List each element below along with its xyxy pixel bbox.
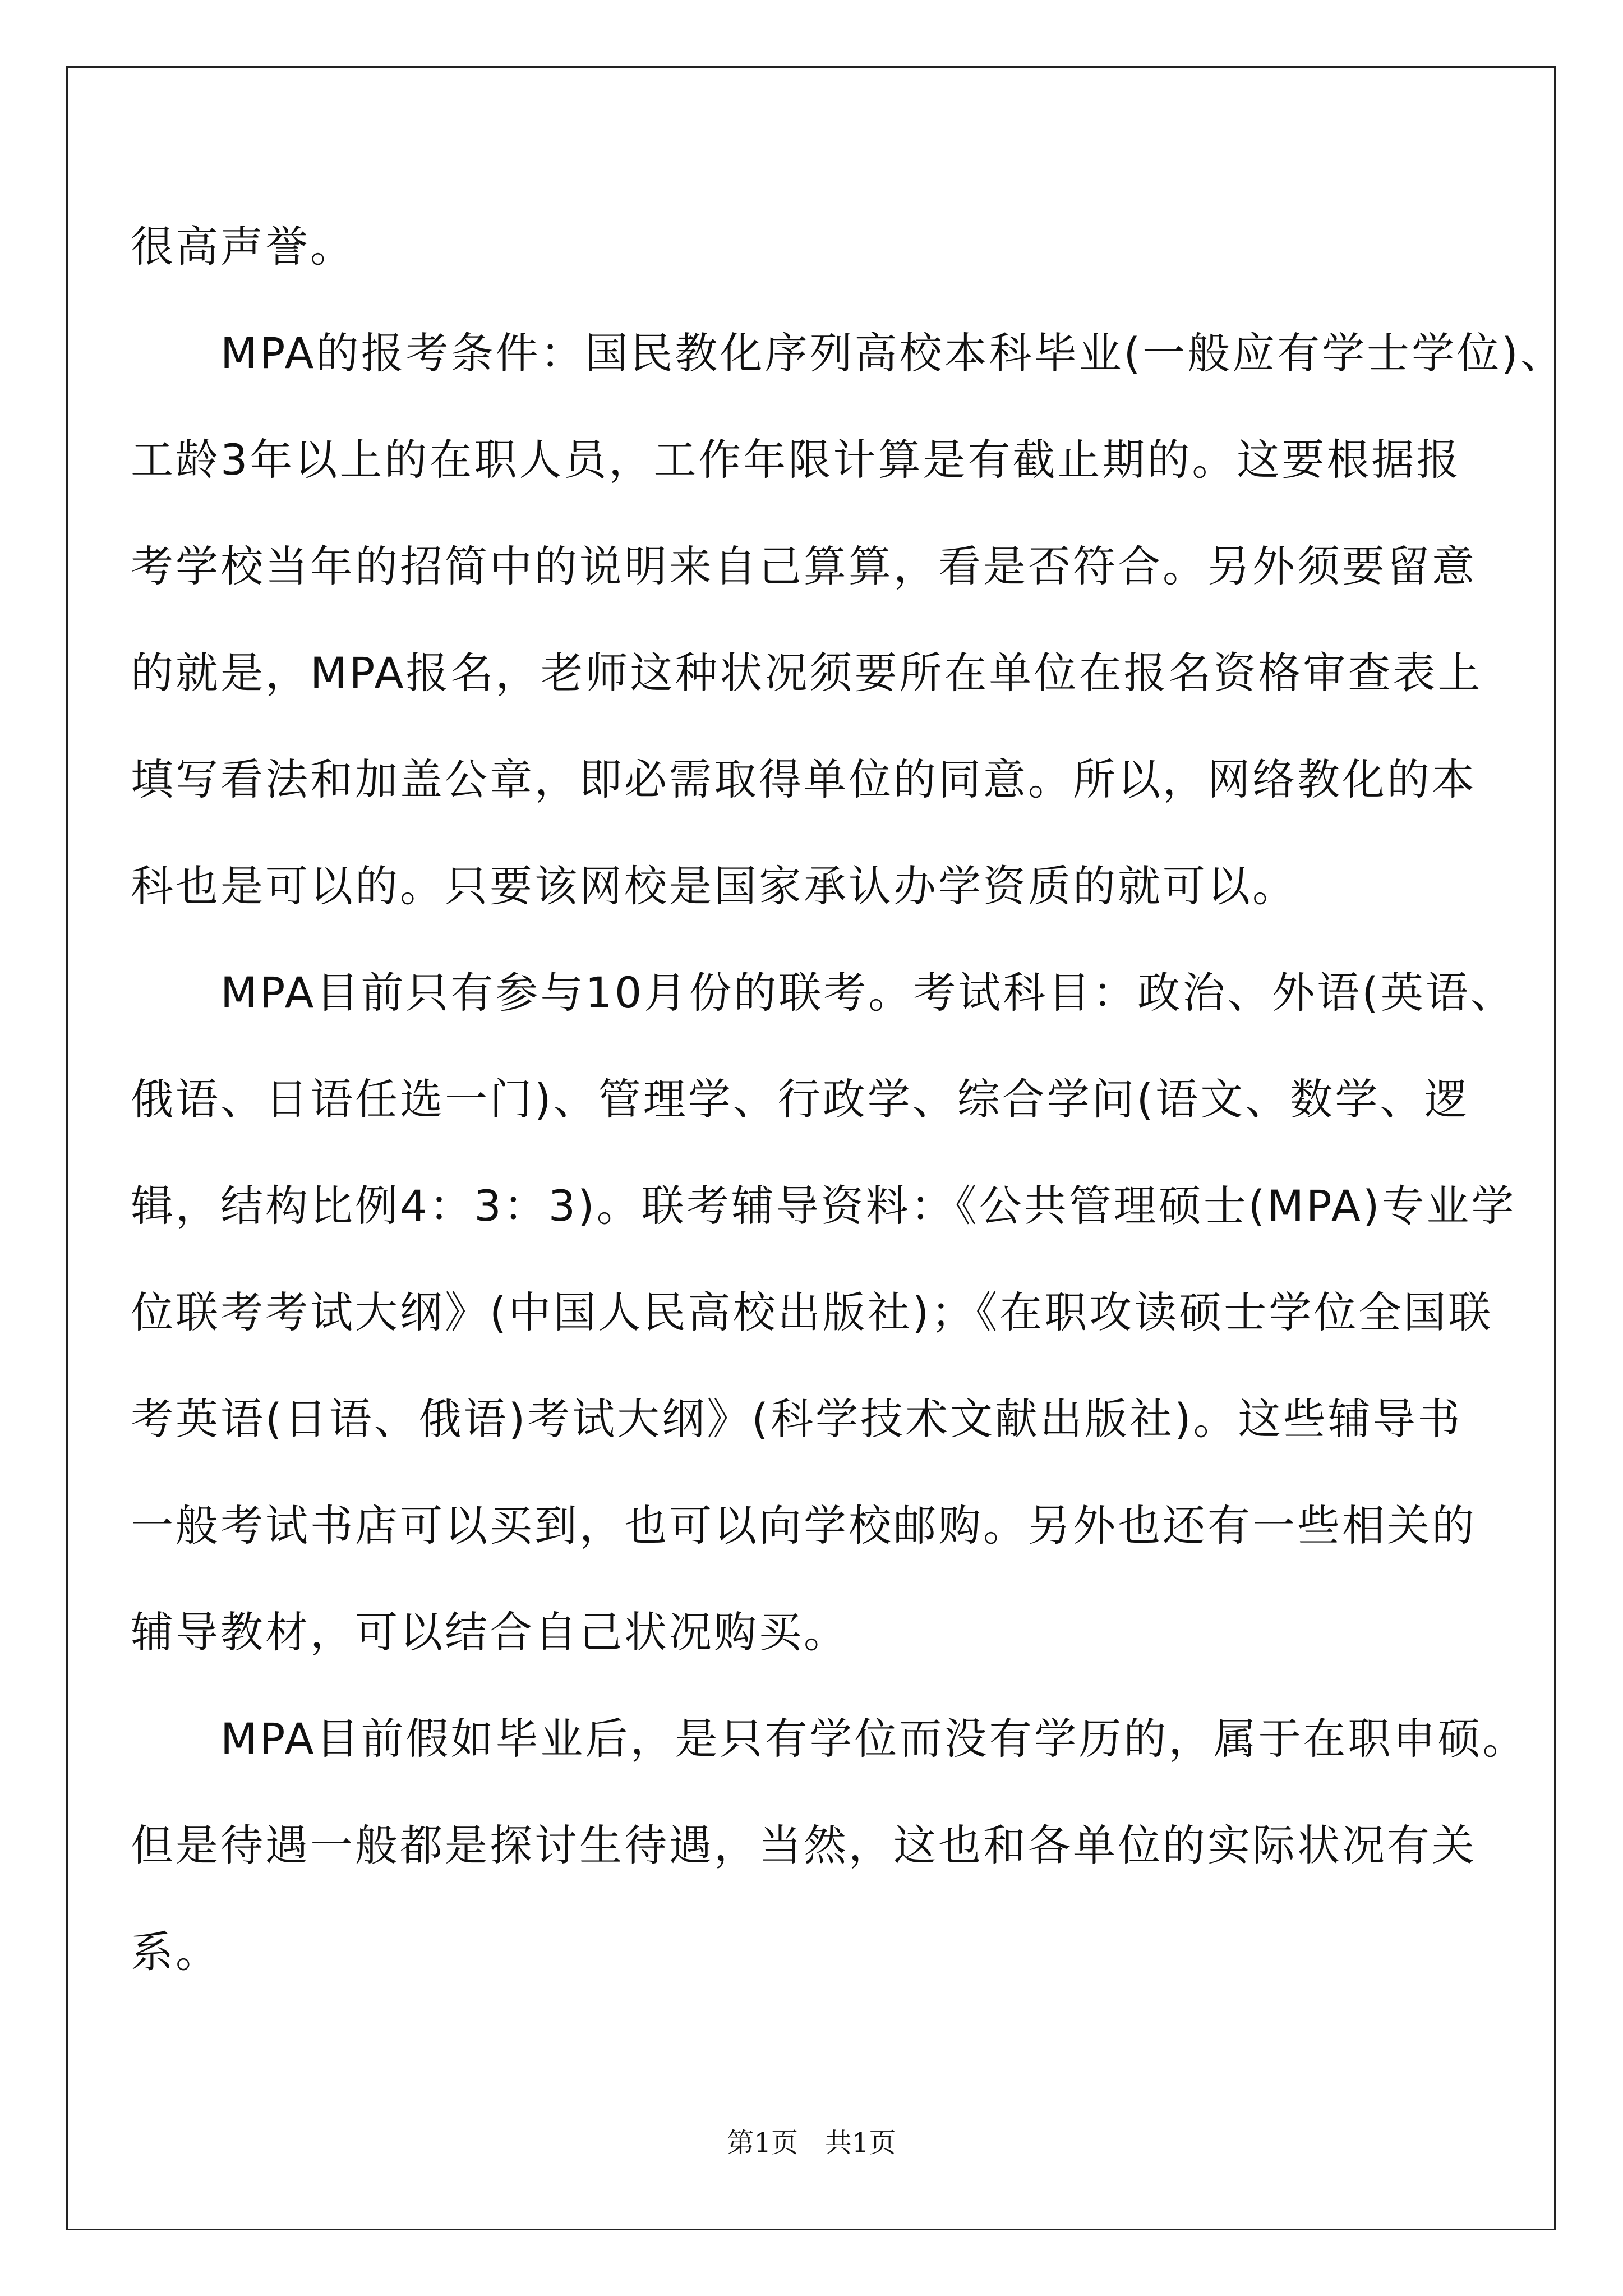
text-line: MPA目前假如毕业后，是只有学位而没有学历的，属于在职申硕。 — [131, 1714, 1528, 1764]
text-line: 的就是，MPA报名，老师这种状况须要所在单位在报名资格审查表上 — [131, 648, 1483, 698]
text-line: 位联考考试大纲》(中国人民高校出版社)；《在职攻读硕士学位全国联 — [131, 1287, 1493, 1337]
text-line: 很高声誉。 — [131, 222, 355, 272]
text-line: 考学校当年的招简中的说明来自己算算，看是否符合。另外须要留意 — [131, 541, 1477, 591]
text-line: 填写看法和加盖公章，即必需取得单位的同意。所以，网络教化的本 — [131, 754, 1477, 804]
text-line: 工龄3年以上的在职人员，工作年限计算是有截止期的。这要根据报 — [131, 435, 1461, 485]
text-line: 辅导教材，可以结合自己状况购买。 — [131, 1607, 849, 1657]
text-line: 俄语、日语任选一门)、管理学、行政学、综合学问(语文、数学、逻 — [131, 1074, 1470, 1124]
text-line: MPA的报考条件：国民教化序列高校本科毕业(一般应有学士学位)、 — [131, 328, 1565, 378]
page-number: 第1页 共1页 — [727, 2127, 896, 2159]
text-line: 一般考试书店可以买到，也可以向学校邮购。另外也还有一些相关的 — [131, 1501, 1477, 1550]
text-line: 辑，结构比例4：3：3)。联考辅导资料：《公共管理硕士(MPA)专业学 — [131, 1181, 1516, 1231]
text-line: 考英语(日语、俄语)考试大纲》(科学技术文献出版社)。这些辅导书 — [131, 1394, 1463, 1444]
text-line: MPA目前只有参与10月份的联考。考试科目：政治、外语(英语、 — [131, 968, 1515, 1018]
text-line: 科也是可以的。只要该网校是国家承认办学资质的就可以。 — [131, 861, 1297, 911]
page-border — [66, 66, 1565, 2230]
text-line: 但是待遇一般都是探讨生待遇，当然，这也和各单位的实际状况有关 — [131, 1820, 1477, 1870]
text-line: 系。 — [131, 1927, 220, 1977]
